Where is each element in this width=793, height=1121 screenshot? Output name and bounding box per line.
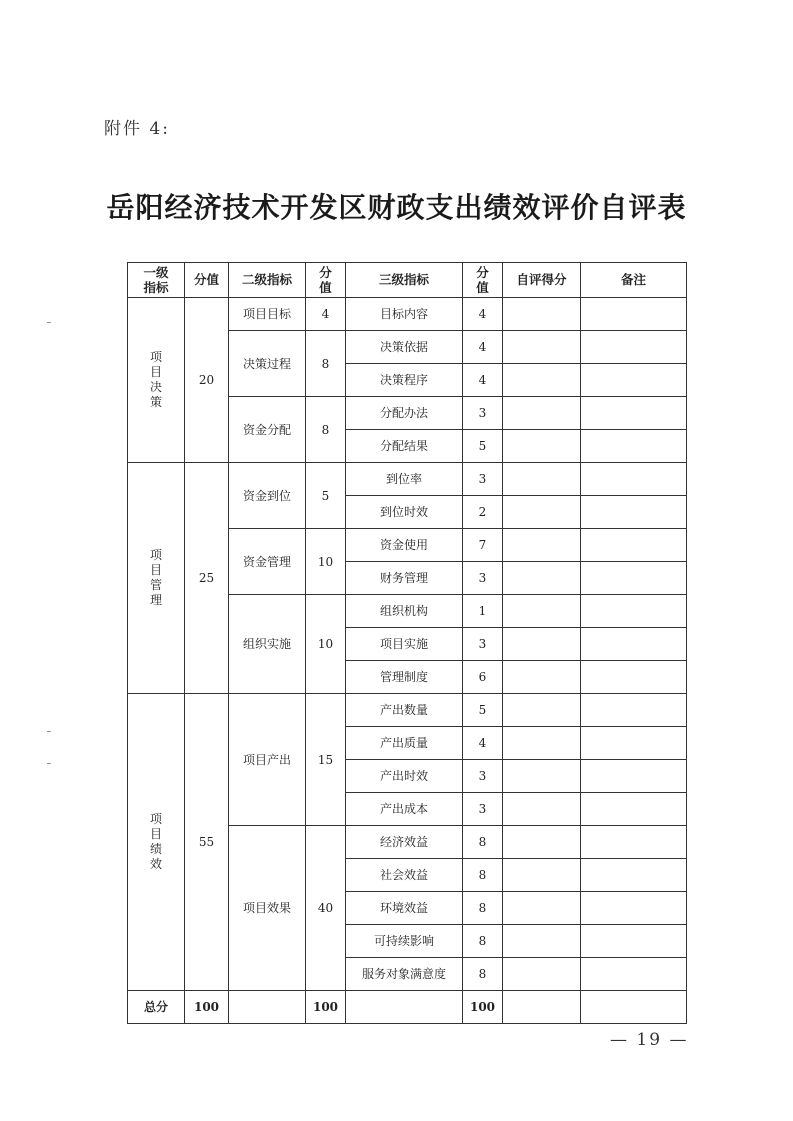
total-empty: [503, 991, 581, 1024]
level3-score: 4: [463, 364, 503, 397]
level3-cell: 服务对象满意度: [346, 958, 463, 991]
level3-cell: 经济效益: [346, 826, 463, 859]
level3-cell: 分配结果: [346, 430, 463, 463]
total-score1: 100: [185, 991, 229, 1024]
level1-score: 20: [185, 298, 229, 463]
level3-cell: 到位率: [346, 463, 463, 496]
scan-mark: [47, 731, 51, 732]
header-level1: 一级指标: [128, 263, 185, 298]
level3-score: 7: [463, 529, 503, 562]
level3-cell: 目标内容: [346, 298, 463, 331]
total-row: [128, 991, 687, 1024]
self-score-cell[interactable]: [503, 694, 581, 727]
table-row: [128, 463, 687, 496]
self-score-cell[interactable]: [503, 925, 581, 958]
self-score-cell[interactable]: [503, 892, 581, 925]
level3-cell: 决策程序: [346, 364, 463, 397]
level3-score: 2: [463, 496, 503, 529]
page-title: 岳阳经济技术开发区财政支出绩效评价自评表: [106, 191, 687, 224]
level3-score: 3: [463, 463, 503, 496]
remark-cell[interactable]: [581, 727, 687, 760]
table-row: [128, 298, 687, 331]
remark-cell[interactable]: [581, 331, 687, 364]
level3-score: 6: [463, 661, 503, 694]
self-score-cell[interactable]: [503, 826, 581, 859]
total-empty: [229, 991, 306, 1024]
self-score-cell[interactable]: [503, 661, 581, 694]
level1-cell: 项目管理: [128, 463, 185, 694]
level3-cell: 到位时效: [346, 496, 463, 529]
level2-cell: 项目产出: [229, 694, 306, 826]
self-score-cell[interactable]: [503, 430, 581, 463]
self-score-cell[interactable]: [503, 760, 581, 793]
self-score-cell[interactable]: [503, 793, 581, 826]
level1-score: 25: [185, 463, 229, 694]
header-score3: 分值: [463, 263, 503, 298]
header-level2: 二级指标: [229, 263, 306, 298]
remark-cell[interactable]: [581, 958, 687, 991]
remark-cell[interactable]: [581, 760, 687, 793]
level3-score: 8: [463, 826, 503, 859]
level2-score: 40: [306, 826, 346, 991]
level3-cell: 环境效益: [346, 892, 463, 925]
remark-cell[interactable]: [581, 628, 687, 661]
level2-score: 10: [306, 595, 346, 694]
level2-score: 15: [306, 694, 346, 826]
header-level3: 三级指标: [346, 263, 463, 298]
remark-cell[interactable]: [581, 661, 687, 694]
level3-score: 5: [463, 430, 503, 463]
level3-cell: 产出数量: [346, 694, 463, 727]
total-empty: [346, 991, 463, 1024]
self-score-cell[interactable]: [503, 397, 581, 430]
level2-cell: 组织实施: [229, 595, 306, 694]
self-score-cell[interactable]: [503, 463, 581, 496]
self-score-cell[interactable]: [503, 958, 581, 991]
remark-cell[interactable]: [581, 364, 687, 397]
scan-mark: [47, 322, 51, 323]
level3-score: 5: [463, 694, 503, 727]
level3-cell: 决策依据: [346, 331, 463, 364]
evaluation-table: [127, 262, 687, 1024]
level2-cell: 资金到位: [229, 463, 306, 529]
level3-score: 8: [463, 958, 503, 991]
level3-cell: 社会效益: [346, 859, 463, 892]
level3-score: 4: [463, 298, 503, 331]
level2-score: 8: [306, 397, 346, 463]
self-score-cell[interactable]: [503, 562, 581, 595]
level3-cell: 组织机构: [346, 595, 463, 628]
remark-cell[interactable]: [581, 529, 687, 562]
self-score-cell[interactable]: [503, 331, 581, 364]
level2-cell: 资金管理: [229, 529, 306, 595]
level3-cell: 资金使用: [346, 529, 463, 562]
level3-cell: 可持续影响: [346, 925, 463, 958]
remark-cell[interactable]: [581, 859, 687, 892]
level3-score: 8: [463, 892, 503, 925]
level1-cell: 项目绩效: [128, 694, 185, 991]
remark-cell[interactable]: [581, 562, 687, 595]
level2-cell: 决策过程: [229, 331, 306, 397]
table-body: [128, 298, 687, 991]
level3-cell: 分配办法: [346, 397, 463, 430]
header-score1: 分值: [185, 263, 229, 298]
total-label: 总分: [128, 991, 185, 1024]
level3-score: 3: [463, 793, 503, 826]
attachment-label: 附件 4:: [104, 119, 170, 139]
level3-score: 3: [463, 628, 503, 661]
total-empty: [581, 991, 687, 1024]
remark-cell[interactable]: [581, 595, 687, 628]
level3-score: 1: [463, 595, 503, 628]
level3-cell: 管理制度: [346, 661, 463, 694]
remark-cell[interactable]: [581, 298, 687, 331]
total-score3: 100: [463, 991, 503, 1024]
level2-cell: 资金分配: [229, 397, 306, 463]
self-score-cell[interactable]: [503, 364, 581, 397]
remark-cell[interactable]: [581, 430, 687, 463]
level3-cell: 产出时效: [346, 760, 463, 793]
self-score-cell[interactable]: [503, 298, 581, 331]
level3-score: 3: [463, 760, 503, 793]
remark-cell[interactable]: [581, 496, 687, 529]
level2-cell: 项目目标: [229, 298, 306, 331]
level3-score: 8: [463, 925, 503, 958]
header-score2: 分值: [306, 263, 346, 298]
remark-cell[interactable]: [581, 892, 687, 925]
level2-cell: 项目效果: [229, 826, 306, 991]
remark-cell[interactable]: [581, 397, 687, 430]
self-score-cell[interactable]: [503, 496, 581, 529]
remark-cell[interactable]: [581, 463, 687, 496]
remark-cell[interactable]: [581, 694, 687, 727]
level3-cell: 项目实施: [346, 628, 463, 661]
header-remark: 备注: [581, 263, 687, 298]
level1-score: 55: [185, 694, 229, 991]
page-number: — 19 —: [610, 1030, 689, 1050]
level1-cell: 项目决策: [128, 298, 185, 463]
level3-score: 3: [463, 562, 503, 595]
level3-score: 8: [463, 859, 503, 892]
level3-score: 3: [463, 397, 503, 430]
scan-mark: [47, 763, 51, 764]
remark-cell[interactable]: [581, 793, 687, 826]
level2-score: 5: [306, 463, 346, 529]
level3-cell: 产出质量: [346, 727, 463, 760]
remark-cell[interactable]: [581, 826, 687, 859]
level2-score: 8: [306, 331, 346, 397]
level3-score: 4: [463, 331, 503, 364]
level2-score: 10: [306, 529, 346, 595]
self-score-cell[interactable]: [503, 595, 581, 628]
header-self-score: 自评得分: [503, 263, 581, 298]
remark-cell[interactable]: [581, 925, 687, 958]
self-score-cell[interactable]: [503, 859, 581, 892]
self-score-cell[interactable]: [503, 727, 581, 760]
level2-score: 4: [306, 298, 346, 331]
total-score2: 100: [306, 991, 346, 1024]
self-score-cell[interactable]: [503, 628, 581, 661]
level3-cell: 财务管理: [346, 562, 463, 595]
header-row: [128, 263, 687, 298]
table-row: [128, 694, 687, 727]
level3-cell: 产出成本: [346, 793, 463, 826]
self-score-cell[interactable]: [503, 529, 581, 562]
level3-score: 4: [463, 727, 503, 760]
